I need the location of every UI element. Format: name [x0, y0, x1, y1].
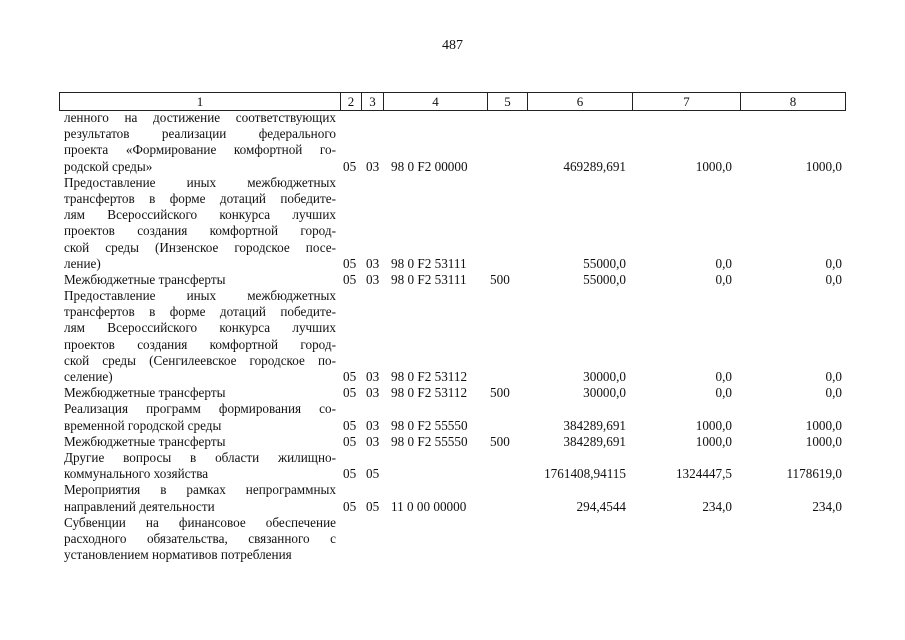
row-codes [0, 385, 905, 401]
amount-col-6: 55000,0 [583, 271, 626, 287]
section-code: 05 [343, 369, 357, 384]
amount-col-6: 30000,0 [583, 385, 626, 401]
column-header-2: 2 [341, 93, 362, 111]
section-code: 05 [343, 158, 357, 174]
description-line: лям Всероссийского конкурса лучших [64, 320, 336, 336]
target-article-code: 98 0 F2 55550 [391, 433, 468, 449]
subsection-code: 03 [366, 417, 380, 433]
description-line: установлением нормативов потребления [64, 547, 292, 563]
amount-col-8: 234,0 [812, 498, 842, 514]
amount-col-8: 1000,0 [805, 433, 842, 449]
description-line: ление) [64, 255, 101, 271]
amount-col-6: 294,4544 [576, 498, 626, 514]
description-line: селение) [64, 369, 113, 384]
expense-type-code: 500 [490, 385, 510, 401]
table-row [0, 288, 905, 385]
subsection-code: 05 [366, 466, 380, 482]
description-line: Другие вопросы в области жилищно- [64, 449, 336, 465]
target-article-code: 98 0 F2 00000 [391, 158, 468, 174]
amount-col-7: 0,0 [715, 369, 732, 384]
row-codes [0, 499, 905, 515]
target-article-code: 98 0 F2 53111 [391, 255, 467, 271]
table-row [0, 272, 905, 288]
amount-col-7: 1000,0 [695, 417, 732, 433]
amount-col-7: 234,0 [702, 498, 732, 514]
subsection-code: 03 [366, 385, 380, 401]
section-code: 05 [343, 271, 357, 287]
subsection-code: 03 [366, 369, 380, 384]
amount-col-7: 1000,0 [695, 433, 732, 449]
description-line: родской среды» [64, 158, 153, 174]
budget-table-body [0, 110, 905, 563]
amount-col-7: 0,0 [715, 385, 732, 401]
description-line: Межбюджетные трансферты [64, 433, 226, 449]
description-line: проектов создания комфортной город- [64, 223, 336, 239]
description-line: Межбюджетные трансферты [64, 385, 226, 401]
subsection-code: 03 [366, 271, 380, 287]
description-line: трансфертов в форме дотаций победите- [64, 304, 336, 320]
amount-col-7: 1324447,5 [675, 466, 732, 482]
column-header-8: 8 [741, 93, 846, 111]
target-article-code: 98 0 F2 53112 [391, 385, 468, 401]
subsection-code: 03 [366, 158, 380, 174]
column-header-table [59, 92, 846, 111]
table-row [0, 450, 905, 482]
target-article-code: 98 0 F2 55550 [391, 417, 468, 433]
table-row [0, 175, 905, 272]
expense-type-code: 500 [490, 271, 510, 287]
table-row [0, 385, 905, 401]
amount-col-8: 0,0 [825, 271, 842, 287]
column-header-3: 3 [362, 93, 384, 111]
subsection-code: 03 [366, 433, 380, 449]
row-codes [0, 418, 905, 434]
description-line: коммунального хозяйства [64, 466, 209, 482]
description-line: Субвенции на финансовое обеспечение [64, 514, 336, 530]
table-row [0, 515, 905, 564]
description-line: ской среды (Сенгилеевское городское по- [64, 352, 336, 368]
amount-col-8: 1000,0 [805, 158, 842, 174]
subsection-code: 05 [366, 498, 380, 514]
description-line: временной городской среды [64, 417, 222, 433]
section-code: 05 [343, 433, 357, 449]
page-number: 487 [442, 38, 463, 53]
amount-col-6: 384289,691 [563, 433, 626, 449]
row-codes [0, 272, 905, 288]
row-codes [0, 159, 905, 175]
description-line: Мероприятия в рамках непрограммных [64, 482, 336, 498]
section-code: 05 [343, 385, 357, 401]
column-header-row [60, 93, 846, 111]
amount-col-6: 384289,691 [563, 417, 626, 433]
table-row [0, 401, 905, 433]
description-line: лям Всероссийского конкурса лучших [64, 207, 336, 223]
row-codes [0, 256, 905, 272]
row-codes [0, 547, 905, 563]
column-header-5: 5 [488, 93, 528, 111]
description-line: трансфертов в форме дотаций победите- [64, 190, 336, 206]
amount-col-8: 0,0 [825, 255, 842, 271]
section-code: 05 [343, 255, 357, 271]
section-code: 05 [343, 498, 357, 514]
target-article-code: 11 0 00 00000 [391, 498, 467, 514]
table-row [0, 110, 905, 175]
description-line: ской среды (Инзенское городское посе- [64, 239, 336, 255]
subsection-code: 03 [366, 255, 380, 271]
section-code: 05 [343, 417, 357, 433]
amount-col-8: 1000,0 [805, 417, 842, 433]
amount-col-8: 1178619,0 [786, 466, 842, 482]
row-codes [0, 434, 905, 450]
amount-col-8: 0,0 [825, 385, 842, 401]
description-line: проектов создания комфортной город- [64, 336, 336, 352]
table-row [0, 482, 905, 514]
expense-type-code: 500 [490, 433, 510, 449]
table-row [0, 434, 905, 450]
amount-col-7: 0,0 [715, 255, 732, 271]
description-line: Реализация программ формирования со- [64, 401, 336, 417]
description-line: проекта «Формирование комфортной го- [64, 142, 336, 158]
amount-col-6: 55000,0 [583, 255, 626, 271]
target-article-code: 98 0 F2 53111 [391, 271, 467, 287]
column-header-4: 4 [384, 93, 488, 111]
description-line: результатов реализации федерального [64, 126, 336, 142]
amount-col-7: 0,0 [715, 271, 732, 287]
amount-col-6: 30000,0 [583, 369, 626, 384]
description-line: Предоставление иных межбюджетных [64, 288, 336, 304]
row-codes [0, 466, 905, 482]
amount-col-6: 469289,691 [563, 158, 626, 174]
amount-col-6: 1761408,94115 [544, 466, 626, 482]
column-header-7: 7 [633, 93, 741, 111]
description-line: Межбюджетные трансферты [64, 271, 226, 287]
amount-col-7: 1000,0 [695, 158, 732, 174]
description-line: расходного обязательства, связанного с [64, 530, 336, 546]
description-line: ленного на достижение соответствующих [64, 110, 336, 125]
section-code: 05 [343, 466, 357, 482]
target-article-code: 98 0 F2 53112 [391, 369, 468, 384]
description-line: Предоставление иных межбюджетных [64, 174, 336, 190]
column-header-6: 6 [528, 93, 633, 111]
description-line: направлений деятельности [64, 498, 215, 514]
column-header-1: 1 [60, 93, 341, 111]
amount-col-8: 0,0 [825, 369, 842, 384]
row-codes [0, 369, 905, 385]
